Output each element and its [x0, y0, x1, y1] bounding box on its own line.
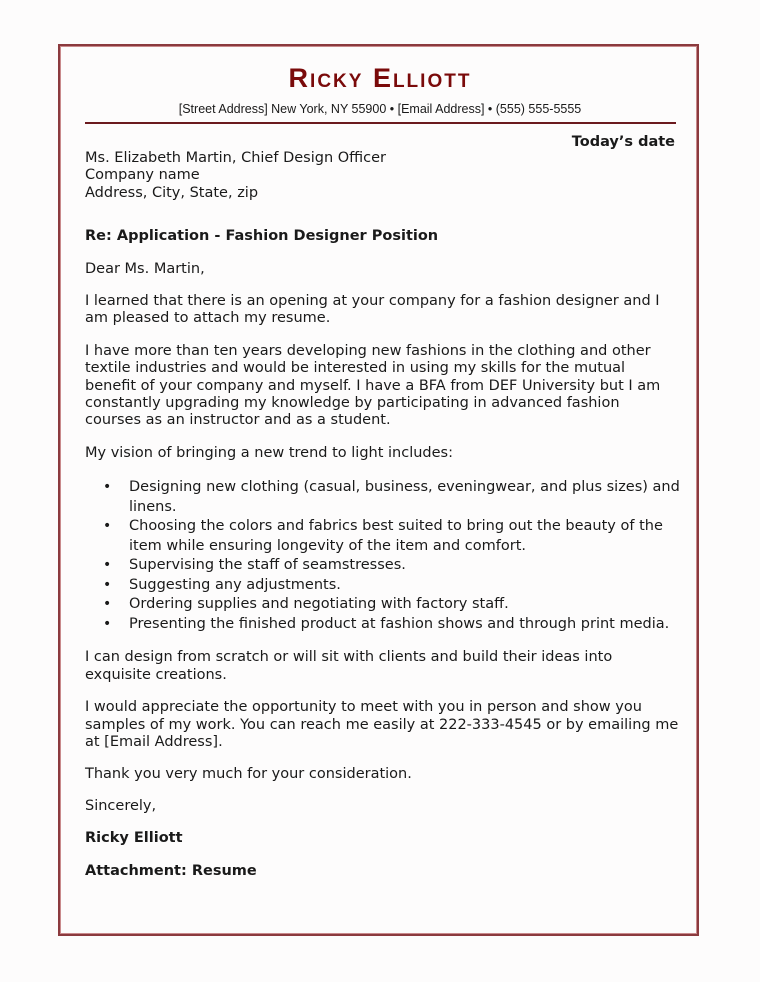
paragraph-vision-intro: My vision of bringing a new trend to light includes:: [85, 444, 453, 461]
list-item: [85, 517, 680, 556]
paragraph-experience: I have more than ten years developing new fashions in the clothing and other textile industries and would be interested in using my skills for the mutual benefit of your company and myself. I have a BFA from DEF University but I am constantly upgrading my knowledge by participating in advanced fashion courses as an instructor and as a student.: [85, 342, 661, 429]
recipient-address-block: [85, 150, 680, 202]
bullet-icon: •: [103, 596, 112, 613]
subject-line: Re: Application - Fashion Designer Position: [85, 228, 439, 245]
list-item-text: Choosing the colors and fabrics best suited to bring out the beauty of the item while ensuring longevity of the item and comfort.: [129, 518, 663, 554]
bullet-icon: •: [103, 557, 112, 574]
list-item: [85, 595, 680, 615]
list-item-text: Ordering supplies and negotiating with factory staff.: [129, 596, 509, 613]
salutation: Dear Ms. Martin,: [85, 260, 205, 277]
header-divider: [85, 122, 676, 124]
recipient-name-title: Ms. Elizabeth Martin, Chief Design Officer: [85, 150, 387, 166]
contact-line: [Street Address] New York, NY 55900 • [Email Address] • (555) 555-5555: [178, 102, 582, 116]
list-item: [85, 576, 680, 596]
list-item: [85, 478, 680, 517]
bullet-icon: •: [103, 576, 112, 593]
paragraph-thanks: Thank you very much for your consideration.: [85, 766, 412, 783]
paragraph-opening: I learned that there is an opening at your company for a fashion designer and I am pleased to attach my resume.: [85, 293, 660, 327]
bullet-icon: •: [103, 518, 112, 535]
letter-date: Today’s date: [571, 134, 675, 150]
letter-body: [85, 150, 680, 880]
paragraph-design: I can design from scratch or will sit with clients and build their ideas into exquisite creations.: [85, 649, 613, 683]
list-item-text: Supervising the staff of seamstresses.: [129, 557, 406, 574]
attachment-note: Attachment: Resume: [85, 862, 257, 879]
closing: Sincerely,: [85, 797, 157, 814]
recipient-address: Address, City, State, zip: [85, 184, 259, 201]
bullet-icon: •: [103, 615, 112, 632]
list-item: [85, 556, 680, 576]
list-item-text: Presenting the finished product at fashion shows and through print media.: [129, 615, 670, 632]
letterhead-name: Ricky Elliott: [288, 63, 472, 93]
list-item-text: Suggesting any adjustments.: [129, 576, 341, 593]
list-item: [85, 615, 680, 635]
list-item-text: Designing new clothing (casual, business, eveningwear, and plus sizes) and linens.: [129, 479, 680, 515]
signature: Ricky Elliott: [85, 830, 183, 847]
recipient-company: Company name: [85, 167, 200, 184]
vision-bullet-list: [85, 478, 680, 634]
bullet-icon: •: [103, 479, 112, 496]
paragraph-contact: I would appreciate the opportunity to meet with you in person and show you samples of my work. You can reach me easily at 222-333-4545 or by emailing me at [Email Address].: [85, 699, 679, 750]
